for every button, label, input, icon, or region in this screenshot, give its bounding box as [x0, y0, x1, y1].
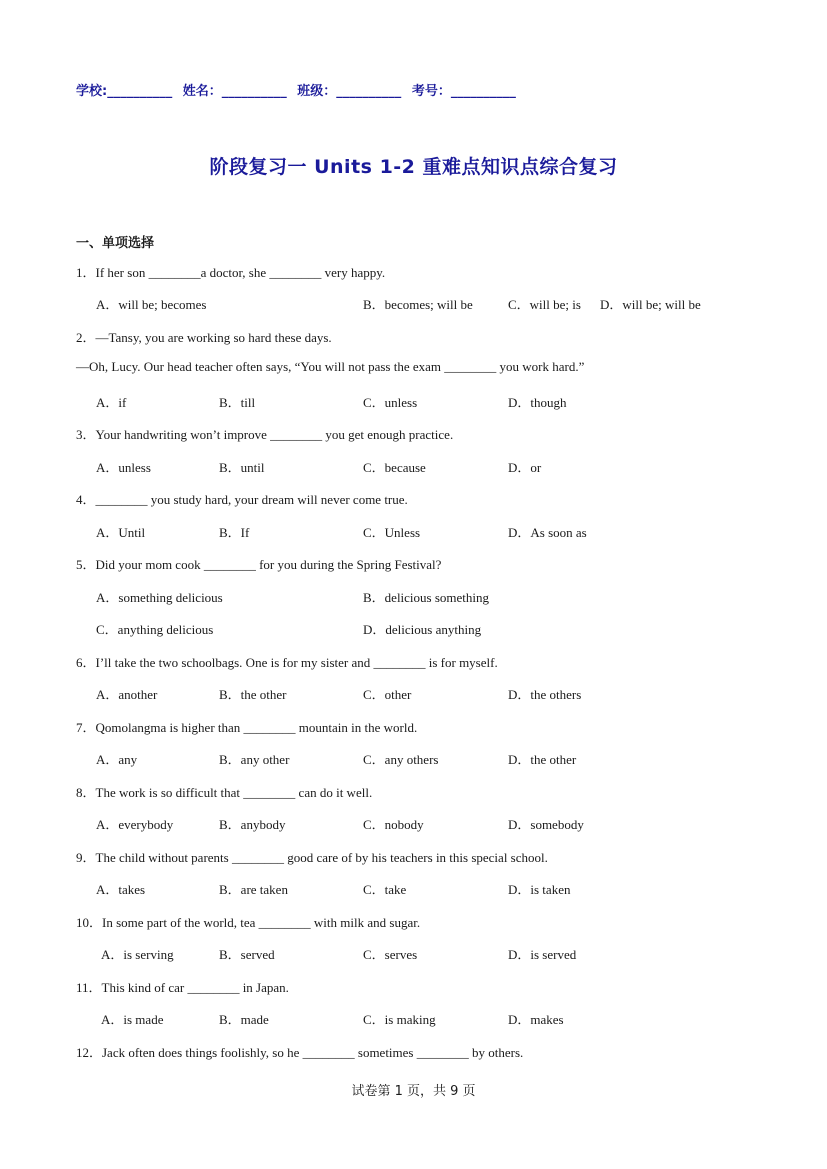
section-heading: 一、单项选择	[76, 236, 155, 251]
exam-info-header	[76, 80, 522, 99]
question-4-stem: 4．________ you study hard, your dream will never come true.	[76, 492, 408, 507]
question-1-option-a: A．will be; becomes	[96, 297, 207, 312]
question-10-option-b: B．served	[219, 947, 275, 962]
question-4-option-a: A．Until	[96, 525, 146, 540]
question-6-option-b: B．the other	[219, 687, 287, 702]
question-2-stem: 2．—Tansy, you are working so hard these days.	[76, 330, 332, 345]
question-3-stem: 3．Your handwriting won’t improve ________ you get enough practice.	[76, 427, 454, 442]
question-1-option-d: D．will be; will be	[600, 297, 701, 312]
question-4-option-d: D．As soon as	[508, 525, 587, 540]
question-12-stem: 12．Jack often does things foolishly, so he ________ sometimes ________ by others.	[76, 1045, 524, 1060]
question-1-option-b: B．becomes; will be	[363, 297, 473, 312]
question-3-option-d: D．or	[508, 460, 542, 475]
question-7-stem: 7．Qomolangma is higher than ________ mountain in the world.	[76, 720, 418, 735]
question-2-stem-line-2: —Oh, Lucy. Our head teacher often says, “You will not pass the exam ________ you work hard.”	[76, 359, 585, 374]
question-7-option-d: D．the other	[508, 752, 577, 767]
question-5-option-a: A．something delicious	[96, 590, 223, 605]
name-field: 姓名：__________	[182, 84, 287, 99]
question-6-option-c: C．other	[363, 687, 412, 702]
question-3-option-b: B．until	[219, 460, 265, 475]
question-11-option-a: A．is made	[101, 1012, 164, 1027]
page-title: 阶段复习一 Units 1-2 重难点知识点综合复习	[209, 156, 618, 178]
question-10-stem: 10．In some part of the world, tea ________ with milk and sugar.	[76, 915, 421, 930]
question-8-option-c: C．nobody	[363, 817, 424, 832]
page-footer: 试卷第 1 页，共 9 页	[351, 1084, 476, 1099]
question-2-option-a: A．if	[96, 395, 127, 410]
question-8-option-a: A．everybody	[96, 817, 174, 832]
question-1-stem: 1．If her son ________a doctor, she ________ very happy.	[76, 265, 386, 280]
question-6-option-a: A．another	[96, 687, 158, 702]
question-9-option-a: A．takes	[96, 882, 146, 897]
question-1-option-c: C．will be; is	[508, 297, 581, 312]
question-8-option-b: B．anybody	[219, 817, 286, 832]
question-7-option-c: C．any others	[363, 752, 439, 767]
question-7-option-b: B．any other	[219, 752, 290, 767]
question-6-stem: 6．I’ll take the two schoolbags. One is for my sister and ________ is for myself.	[76, 655, 498, 670]
question-8-option-d: D．somebody	[508, 817, 584, 832]
question-9-stem: 9．The child without parents ________ good care of by his teachers in this special school.	[76, 850, 548, 865]
question-2-option-b: B．till	[219, 395, 256, 410]
question-9-option-d: D．is taken	[508, 882, 571, 897]
question-6-option-d: D．the others	[508, 687, 582, 702]
exam-number-field: 考号：__________	[411, 84, 516, 99]
question-2-option-c: C．unless	[363, 395, 418, 410]
question-10-option-d: D．is served	[508, 947, 577, 962]
question-4-option-b: B．If	[219, 525, 250, 540]
question-11-option-b: B．made	[219, 1012, 269, 1027]
question-10-option-a: A．is serving	[101, 947, 174, 962]
question-8-stem: 8．The work is so difficult that ________ can do it well.	[76, 785, 373, 800]
question-5-stem: 5．Did your mom cook ________ for you during the Spring Festival?	[76, 557, 442, 572]
question-9-option-c: C．take	[363, 882, 407, 897]
question-2-option-d: D．though	[508, 395, 567, 410]
question-3-option-a: A．unless	[96, 460, 151, 475]
question-4-option-c: C．Unless	[363, 525, 421, 540]
question-3-option-c: C．because	[363, 460, 426, 475]
question-5-option-d: D．delicious anything	[363, 622, 482, 637]
question-11-option-c: C．is making	[363, 1012, 436, 1027]
question-5-option-b: B．delicious something	[363, 590, 490, 605]
question-5-option-c: C．anything delicious	[96, 622, 214, 637]
question-11-stem: 11．This kind of car ________ in Japan.	[76, 980, 289, 995]
school-field: 学校:__________	[76, 84, 173, 99]
question-11-option-d: D．makes	[508, 1012, 564, 1027]
class-field: 班级：__________	[297, 84, 402, 99]
question-9-option-b: B．are taken	[219, 882, 288, 897]
question-10-option-c: C．serves	[363, 947, 418, 962]
question-7-option-a: A．any	[96, 752, 138, 767]
